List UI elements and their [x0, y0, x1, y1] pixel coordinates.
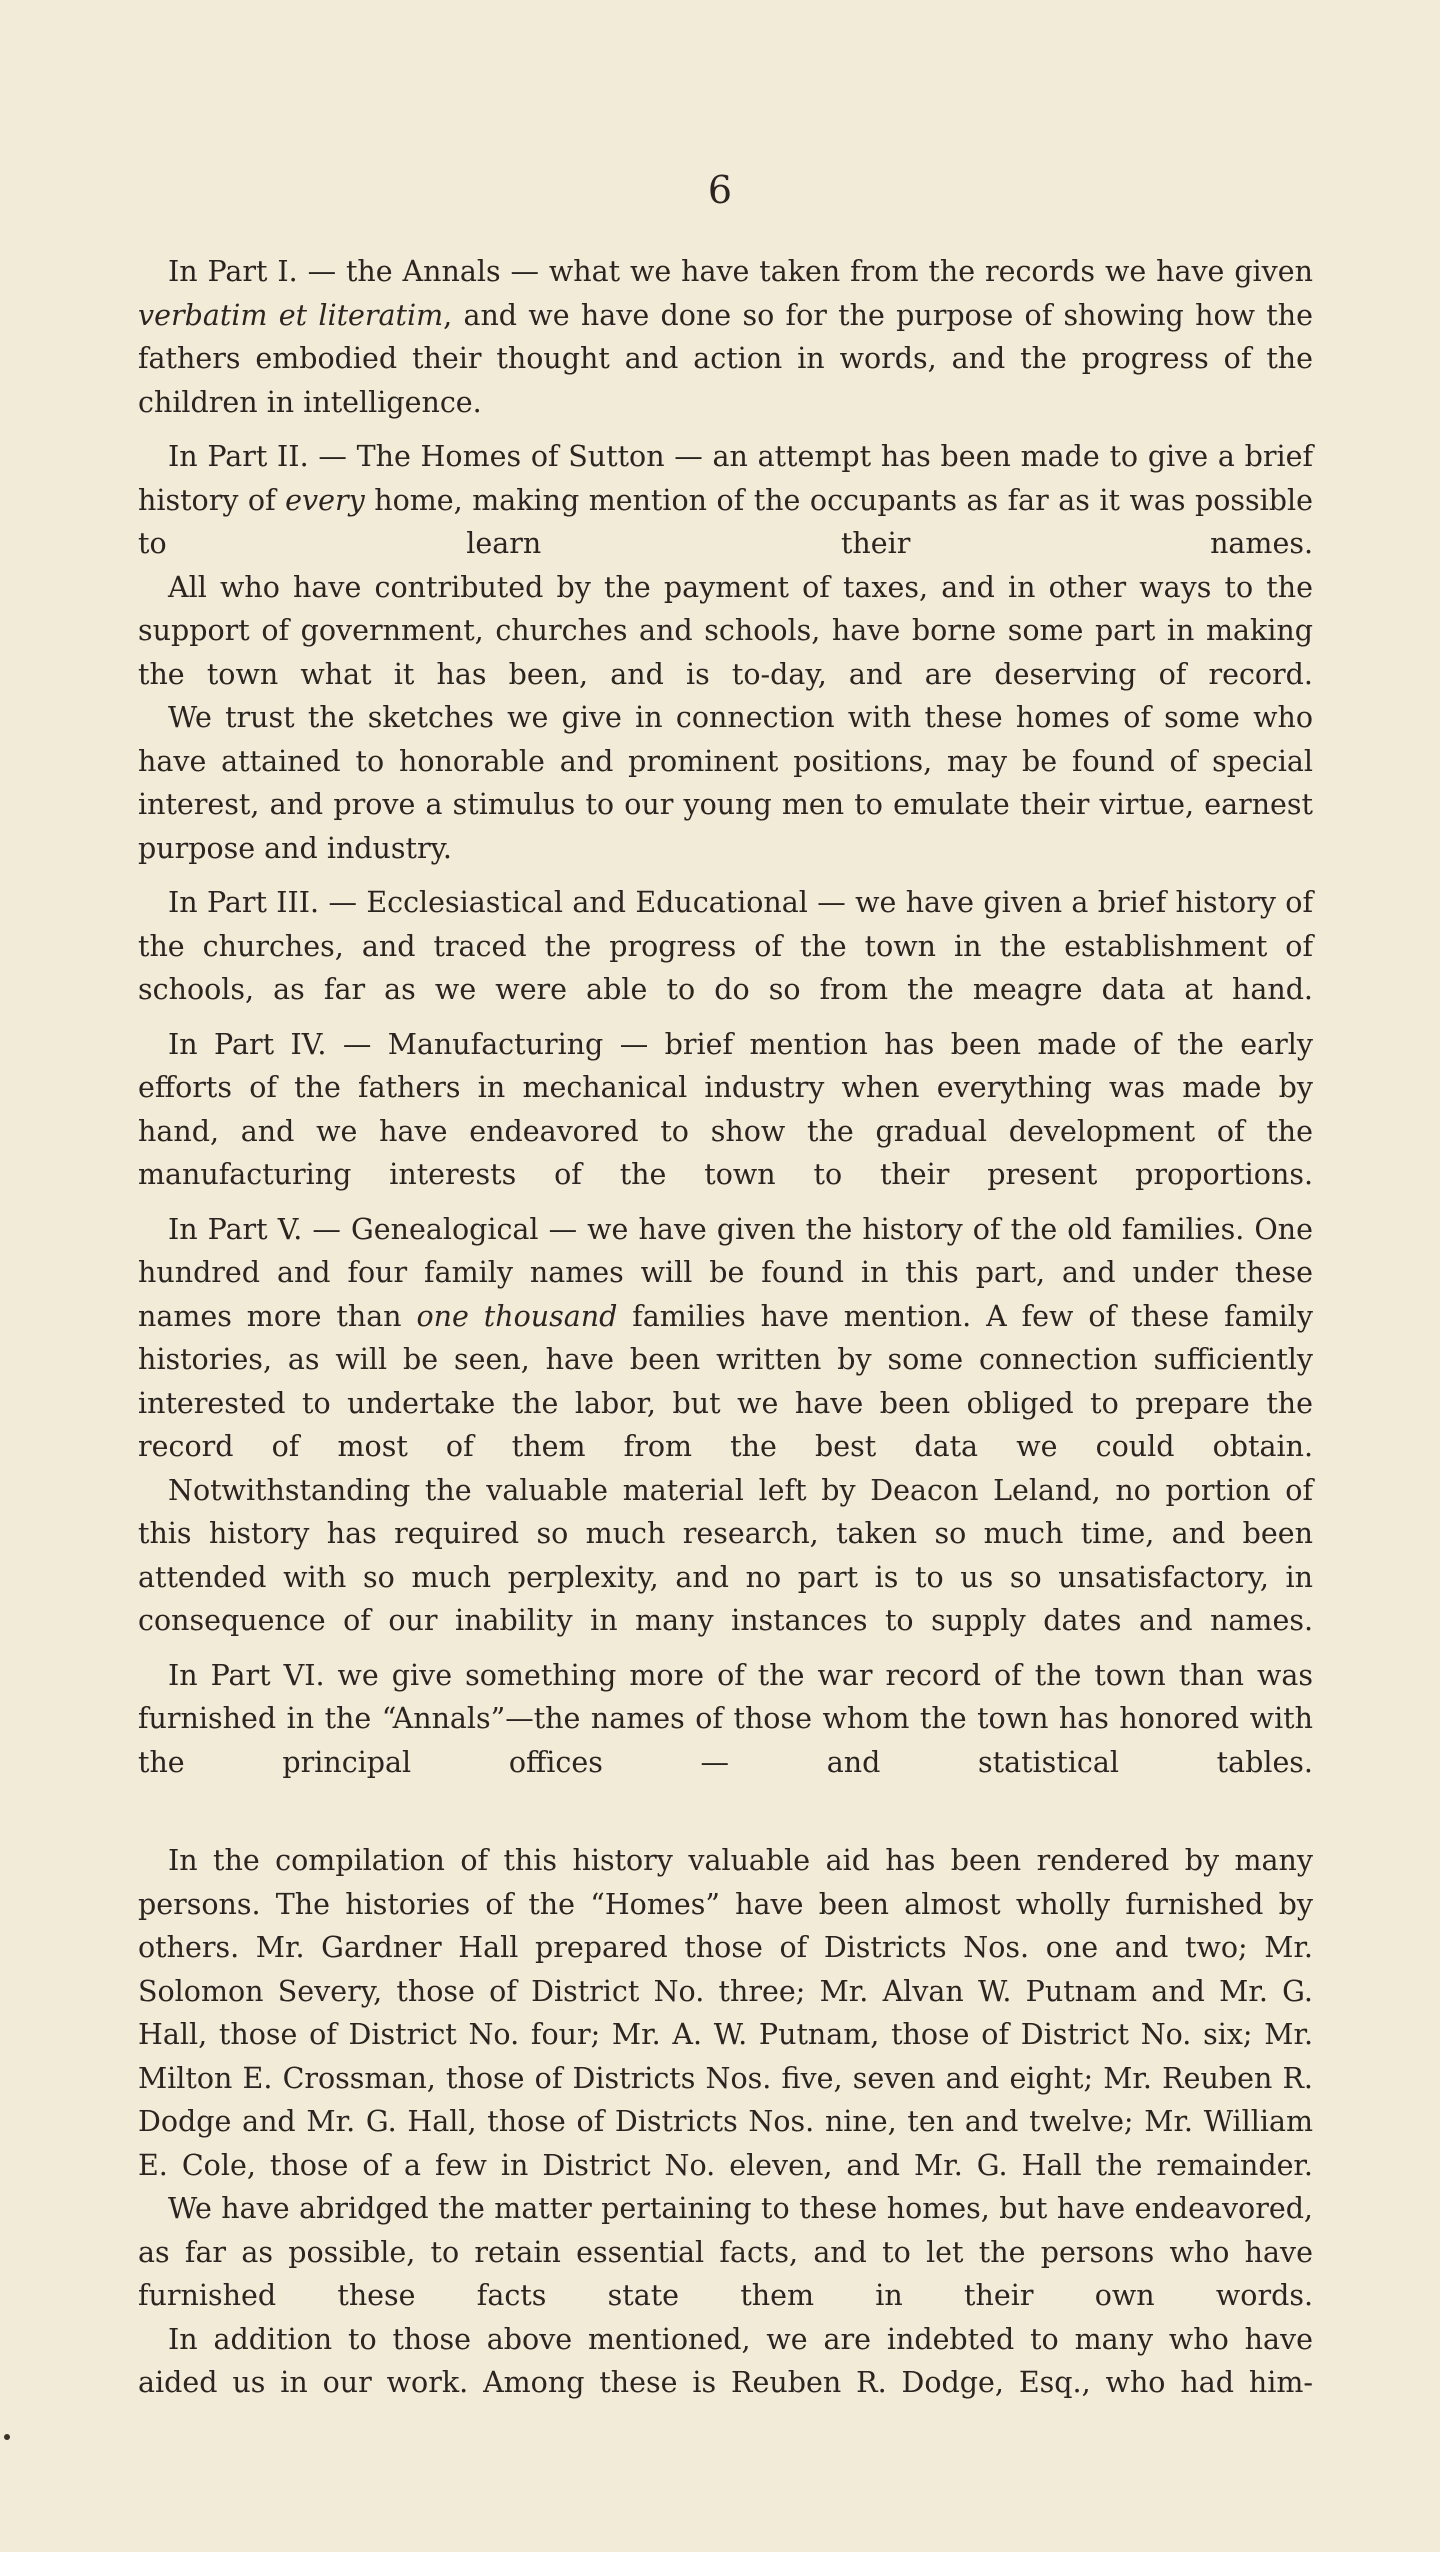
- paragraph-sketches: We trust the sketches we give in connection with these homes of some who have attained to honorable and prominent positions, may be found of special interest, and prove a stimulus to our young men to emulate their virtue, earnest purpose and industry.: [138, 701, 1313, 865]
- paragraph-part-four: In Part IV. — Manufacturing — brief mention has been made of the early efforts of the fathers in mechanical industry when everything was made by hand, and we have endeavored to show the gradual development of the manufacturing interests of the town to their present proportions.: [138, 1027, 1313, 1191]
- ink-speck: [4, 2434, 10, 2440]
- paragraph-part-five: In Part V. — Genealogical — we have given the history of the old families. One hundred and four family names will be found in this part, and under these names more than one thousand families have mention. A few of these family histories, as will be seen, have been written by some connection sufficiently interested to undertake the labor, but we have been obliged to prepare the record of most of them from the best data we could obtain.: [138, 1212, 1313, 1463]
- paragraph-notwithstanding: Notwithstanding the valuable material left by Deacon Leland, no portion of this history has required so much research, taken so much time, and been attended with so much perplexity, and no part is to us so unsatisfactory, in consequence of our inability in many instances to supply dates and names.: [138, 1473, 1313, 1637]
- paragraph-part-one: In Part I. — the Annals — what we have taken from the records we have given verbatim et literatim, and we have done so for the purpose of showing how the fathers embodied their thought and action in words, and the progress of the children in intelligence.: [138, 255, 1313, 419]
- paragraph-part-six: In Part VI. we give something more of the war record of the town than was furnished in the “Annals”—the names of those whom the town has honored with the principal offices — and statistical tables.: [138, 1658, 1313, 1779]
- paragraph-compilation: In the compilation of this history valuable aid has been rendered by many persons. The histories of the “Homes” have been almost wholly furnished by others. Mr. Gardner Hall prepared those of Districts Nos. one and two; Mr. Solomon Severy, those of District No. three; Mr. Alvan W. Putnam and Mr. G. Hall, those of District No. four; Mr. A. W. Putnam, those of District No. six; Mr. Milton E. Crossman, those of Districts Nos. five, seven and eight; Mr. Reuben R. Dodge and Mr. G. Hall, those of Districts Nos. nine, ten and twelve; Mr. William E. Cole, those of a few in District No. eleven, and Mr. G. Hall the remainder.: [138, 1844, 1313, 2182]
- paragraph-indebted: In addition to those above mentioned, we are indebted to many who have aided us in our work. Among these is Reuben R. Dodge, Esq., who had him-: [138, 2322, 1313, 2399]
- page-number: 6: [707, 168, 733, 212]
- paragraph-abridged: We have abridged the matter pertaining to these homes, but have endeavored, as far as possible, to retain essential facts, and to let the persons who have furnished these facts state them in their own words.: [138, 2192, 1313, 2312]
- paragraph-contributors: All who have contributed by the payment of taxes, and in other ways to the support of government, churches and schools, have borne some part in making the town what it has been, and is to-day, and are deserving of record.: [138, 570, 1313, 691]
- body-text: [138, 250, 1313, 2405]
- paragraph-part-three: In Part III. — Ecclesiastical and Educational — we have given a brief history of the churches, and traced the progress of the town in the establishment of schools, as far as we were able to do so from the meagre data at hand.: [138, 886, 1313, 1006]
- paragraph-part-two: In Part II. — The Homes of Sutton — an attempt has been made to give a brief history of every home, making mention of the occupants as far as it was possible to learn their names.: [138, 440, 1313, 560]
